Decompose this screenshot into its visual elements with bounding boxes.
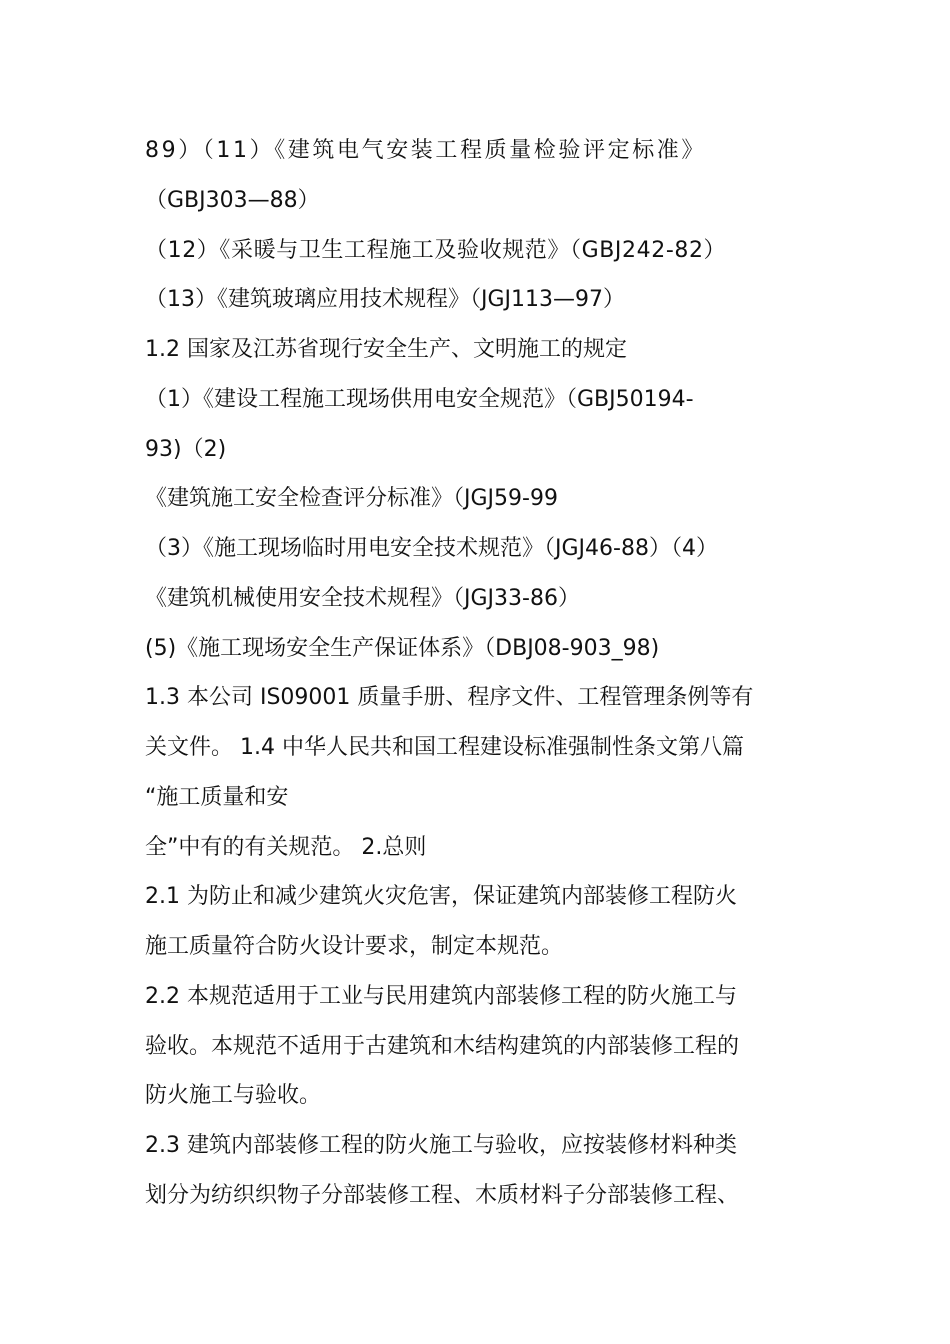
text-line: （GBJ303—88）: [145, 188, 320, 213]
text-line: 全”中有的有关规范。 2.总则: [145, 835, 427, 860]
text-line: “施工质量和安: [145, 785, 289, 810]
text-line: 93)（2): [145, 437, 227, 462]
text-line: （1）《建设工程施工现场供用电安全规范》（GBJ50194-: [145, 387, 694, 412]
paragraph-line: 防火施工与验收。: [145, 1083, 322, 1108]
text-line: 89）（11）《建筑电气安装工程质量检验评定标准》: [145, 138, 706, 163]
section-heading: 1.3 本公司 IS09001 质量手册、程序文件、工程管理条例等有: [145, 685, 754, 710]
text-line: 关文件。 1.4 中华人民共和国工程建设标准强制性条文第八篇: [145, 735, 744, 760]
text-line: (5)《施工现场安全生产保证体系》（DBJ08-903_98): [145, 636, 660, 661]
paragraph-line: 施工质量符合防火设计要求，制定本规范。: [145, 934, 564, 959]
paragraph-line: 划分为纺织织物子分部装修工程、木质材料子分部装修工程、: [145, 1183, 740, 1208]
paragraph-line: 2.2 本规范适用于工业与民用建筑内部装修工程的防火施工与: [145, 984, 737, 1009]
text-line: 《建筑机械使用安全技术规程》（JGJ33-86）: [145, 586, 580, 611]
section-heading: 1.2 国家及江苏省现行安全生产、文明施工的规定: [145, 337, 627, 362]
paragraph-line: 2.1 为防止和减少建筑火灾危害，保证建筑内部装修工程防火: [145, 884, 737, 909]
text-line: （13）《建筑玻璃应用技术规程》（JGJ113—97）: [145, 287, 626, 312]
text-line: （3）《施工现场临时用电安全技术规范》（JGJ46-88）（4）: [145, 536, 718, 561]
paragraph-line: 2.3 建筑内部装修工程的防火施工与验收，应按装修材料种类: [145, 1133, 737, 1158]
text-line: 《建筑施工安全检查评分标准》（JGJ59-99: [145, 486, 558, 511]
paragraph-line: 验收。本规范不适用于古建筑和木结构建筑的内部装修工程的: [145, 1034, 740, 1059]
text-line: （12）《采暖与卫生工程施工及验收规范》（GBJ242-82）: [145, 238, 727, 263]
